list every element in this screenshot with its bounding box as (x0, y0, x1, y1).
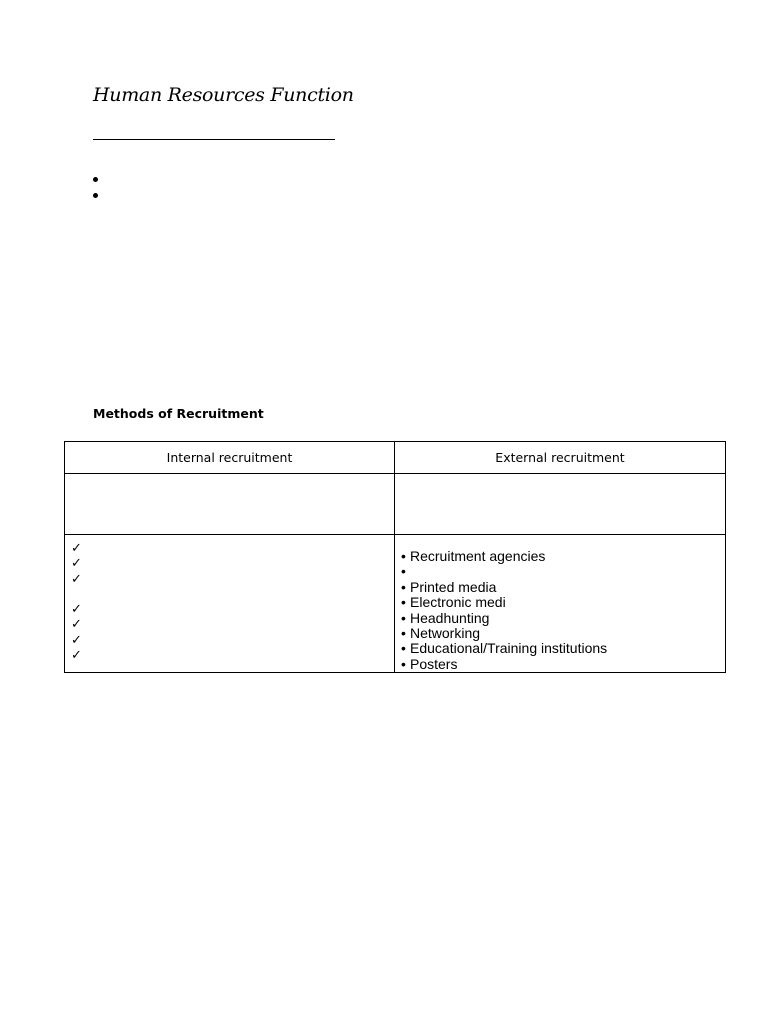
list-item: • Educational/Training institutions (401, 640, 608, 657)
empty-bullet-list (88, 170, 98, 202)
list-item (401, 564, 725, 579)
bullet-icon: • (401, 594, 406, 611)
title-underline (93, 139, 335, 140)
bullet-icon: • (401, 563, 406, 580)
table-cell-empty (395, 474, 726, 535)
checkmark-icon: ✓ (71, 571, 82, 587)
bullet-icon (93, 193, 98, 198)
bullet-icon (93, 177, 98, 182)
bullet-icon: • (401, 548, 406, 564)
table-header-row (65, 442, 726, 474)
internal-methods-cell (65, 535, 395, 673)
checkmark-icon: ✓ (71, 632, 82, 648)
header-internal-recruitment: Internal recruitment (65, 442, 395, 474)
list-item: • Networking (401, 624, 481, 641)
table-cell-empty (65, 474, 395, 535)
list-item: • Headhunting (401, 609, 490, 626)
table-row (65, 535, 726, 673)
checkmark-icon: ✓ (71, 617, 82, 633)
list-item (88, 186, 98, 202)
bullet-icon: • (401, 624, 406, 641)
table-row (65, 474, 726, 535)
external-methods-list (395, 535, 725, 672)
list-item: • Electronic medi (401, 594, 506, 611)
bullet-icon: • (401, 640, 406, 657)
list-item (88, 170, 98, 186)
header-external-recruitment: External recruitment (395, 442, 726, 474)
checkmark-icon: ✓ (71, 556, 82, 572)
checkmark-icon: ✓ (71, 602, 82, 618)
list-item: • Posters (401, 655, 458, 672)
bullet-icon: • (401, 609, 406, 626)
bullet-icon: • (401, 578, 406, 595)
list-item: • Recruitment agencies (401, 548, 546, 564)
internal-checklist (65, 535, 394, 663)
section-heading: Methods of Recruitment (93, 406, 264, 421)
list-item: • Printed media (401, 578, 497, 595)
external-methods-cell (395, 535, 726, 673)
checkmark-icon: ✓ (71, 648, 82, 664)
checkmark-icon: ✓ (71, 541, 82, 556)
bullet-icon: • (401, 655, 406, 672)
recruitment-methods-table (64, 441, 726, 673)
page-title: Human Resources Function (93, 84, 354, 106)
